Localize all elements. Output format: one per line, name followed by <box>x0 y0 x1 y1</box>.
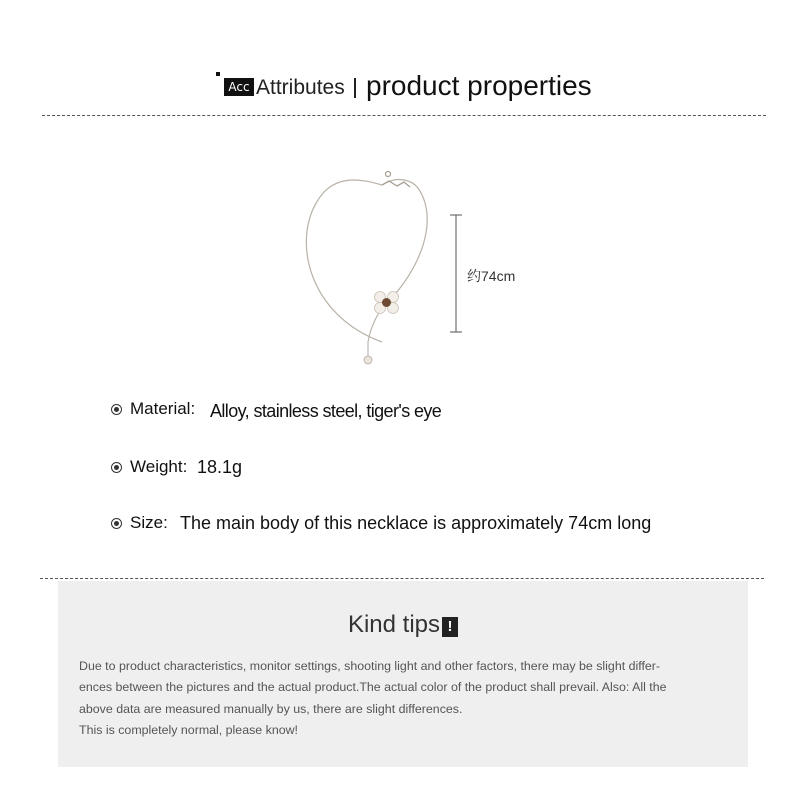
attribute-label: Weight: <box>130 457 188 476</box>
tips-title <box>58 611 748 639</box>
header-title-en: Attributes <box>256 76 345 99</box>
header-separator <box>354 78 356 98</box>
bullet-icon <box>111 518 122 529</box>
bullet-icon <box>111 404 122 415</box>
tips-body <box>79 656 734 741</box>
attribute-value: 18.1g <box>197 457 243 477</box>
divider-middle <box>40 578 764 579</box>
tips-line: Due to product characteristics, monitor settings, shooting light and other factors, there may be slight differ- <box>79 659 661 673</box>
tips-line: This is completely normal, please know! <box>79 722 298 737</box>
tips-line: above data are measured manually by us, there are slight differences. <box>79 701 463 716</box>
exclamation-icon: ! <box>442 617 458 637</box>
attribute-label: Size: <box>130 513 168 532</box>
attribute-label: Material: <box>130 399 196 418</box>
page-title: product properties <box>366 70 592 101</box>
bullet-icon <box>111 462 122 473</box>
header-badge: Acc <box>224 78 254 96</box>
divider-top <box>42 115 766 116</box>
header-dot <box>216 72 220 76</box>
attribute-value: The main body of this necklace is approximately 74cm long <box>180 513 652 533</box>
attribute-value: Alloy, stainless steel, tiger's eye <box>210 401 442 421</box>
tips-panel <box>58 581 748 767</box>
dimension-label: 约74cm <box>467 268 516 284</box>
tips-line: ences between the pictures and the actual product.The actual color of the product shall prevail. Also: All the <box>79 680 667 695</box>
flower-pendant <box>375 292 399 314</box>
tips-title-text: Kind tips <box>347 611 441 638</box>
section-header <box>0 68 800 108</box>
